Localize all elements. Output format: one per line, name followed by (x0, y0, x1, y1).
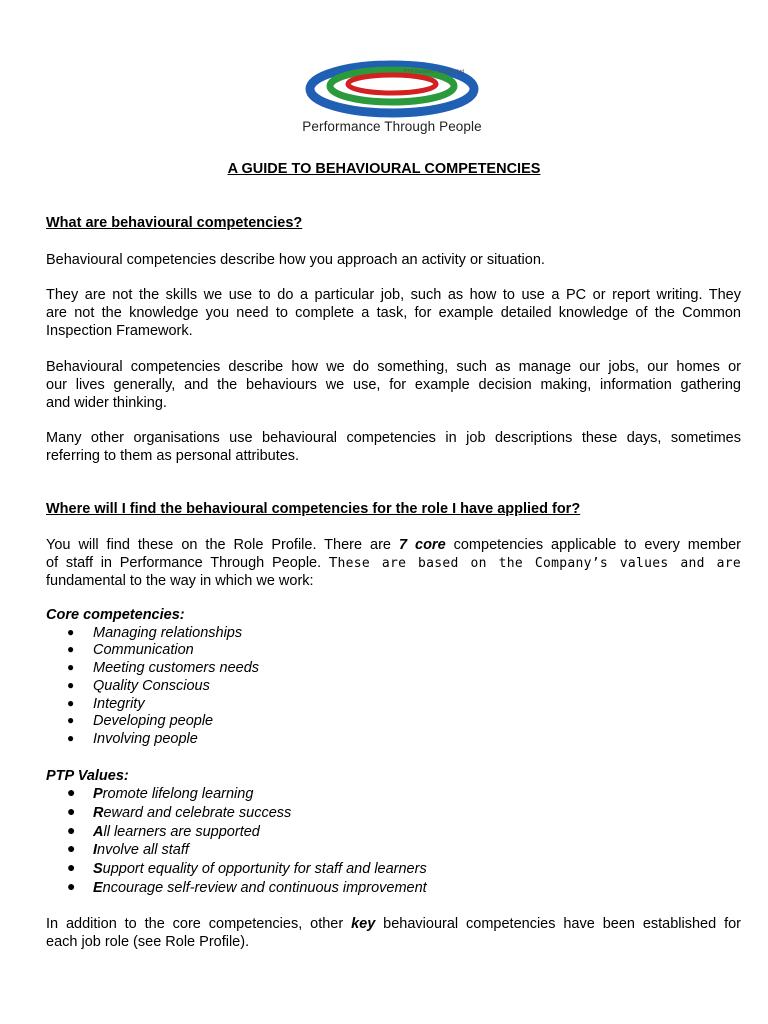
value-item: Involve all staff (93, 842, 189, 858)
core-item: Managing relationships (93, 625, 243, 641)
company-logo (286, 60, 498, 138)
closing-paragraph-line1: In addition to the core competencies, other key behavioural competencies have been established for (46, 916, 741, 932)
bullet-icon: ● (67, 731, 75, 745)
paragraph-not-skills-line1: They are not the skills we use to do a particular job, such as how to use a PC or report writing. They (46, 287, 741, 303)
paragraph-not-skills-line3: Inspection Framework. (46, 323, 193, 339)
bullet-icon: ● (67, 625, 75, 639)
core-item: Communication (93, 642, 194, 658)
bullet-icon: ● (67, 803, 76, 819)
paragraph-how-line3: and wider thinking. (46, 395, 167, 411)
paragraph-other-orgs-line2: referring to them as personal attributes. (46, 448, 300, 464)
ptp-values-heading: PTP Values: (46, 768, 129, 784)
paragraph-definition: Behavioural competencies describe how you approach an activity or situation. (46, 252, 545, 268)
logo-caption: Performance Through People (302, 119, 482, 134)
bullet-icon: ● (67, 696, 75, 710)
bullet-icon: ● (67, 840, 76, 856)
document-title: A GUIDE TO BEHAVIOURAL COMPETENCIES (227, 161, 541, 177)
section-heading-where: Where will I find the behavioural competencies for the role I have applied for? (46, 501, 581, 517)
bullet-icon: ● (67, 642, 75, 656)
core-item: Integrity (93, 696, 145, 712)
bullet-icon: ● (67, 878, 76, 894)
value-item: Encourage self-review and continuous improvement (93, 880, 427, 896)
bullet-icon: ● (67, 784, 76, 800)
section-heading-what: What are behavioural competencies? (46, 215, 303, 231)
paragraph-how-line1: Behavioural competencies describe how we do something, such as manage our jobs, our homes or (46, 359, 741, 375)
core-item: Developing people (93, 713, 214, 729)
paragraph-other-orgs-line1: Many other organisations use behavioural competencies in job descriptions these days, sometimes (46, 430, 741, 446)
bullet-icon: ● (67, 859, 76, 875)
value-item: Reward and celebrate success (93, 805, 292, 821)
bullet-icon: ● (67, 713, 75, 727)
paragraph-role-profile-line2: of staff in Performance Through People. These are based on the Company’s values and are (46, 555, 741, 571)
value-item: All learners are supported (93, 824, 260, 840)
paragraph-role-profile-line1: You will find these on the Role Profile. There are 7 core competencies applicable to every member (46, 537, 741, 553)
logo-ring-graphic (286, 60, 498, 118)
paragraph-how-line2: our lives generally, and the behaviours we use, for example decision making, information gathering (46, 377, 741, 393)
value-item: Support equality of opportunity for staff and learners (93, 861, 427, 877)
bullet-icon: ● (67, 660, 75, 674)
closing-paragraph-line2: each job role (see Role Profile). (46, 934, 250, 950)
value-item: Promote lifelong learning (93, 786, 254, 802)
core-item: Involving people (93, 731, 198, 747)
bullet-icon: ● (67, 678, 75, 692)
logo-ring-text: PTP Business Services Ltd (404, 69, 465, 75)
core-item: Meeting customers needs (93, 660, 260, 676)
paragraph-role-profile-line3: fundamental to the way in which we work: (46, 573, 314, 589)
paragraph-not-skills-line2: are not the knowledge you need to complete a task, for example detailed knowledge of the Common (46, 305, 741, 321)
core-item: Quality Conscious (93, 678, 210, 694)
bullet-icon: ● (67, 822, 76, 838)
core-competencies-heading: Core competencies: (46, 607, 185, 623)
